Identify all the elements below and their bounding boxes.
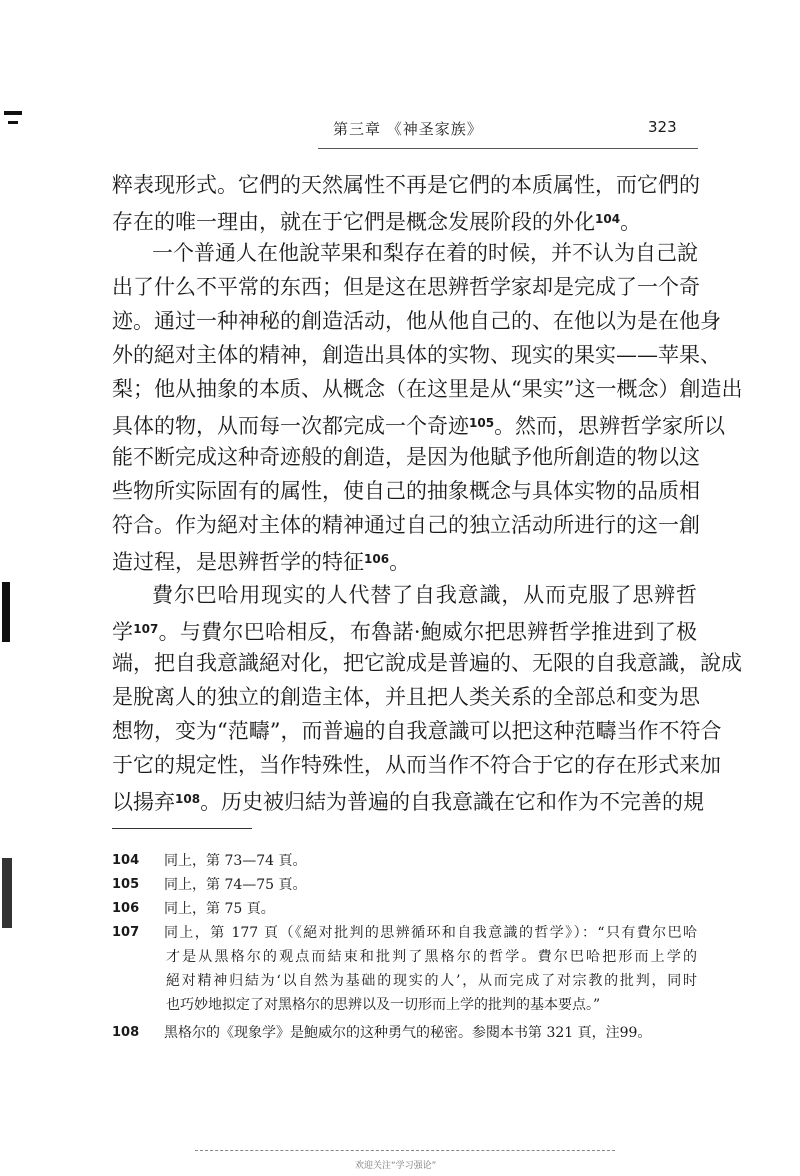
footnote-rule [112, 828, 252, 829]
scan-edge-mark-top-2 [8, 121, 18, 124]
body-line: 外的絕对主体的精神，創造出具体的实物、现实的果实——苹果、 [112, 343, 721, 367]
footnote-text: 也巧妙地拟定了对黑格尔的思辨以及一切形而上学的批判的基本要点。” [166, 997, 601, 1013]
footnote-text: 同上，第 177 頁（《絕对批判的思辨循环和自我意識的哲学》）：“只有費尔巴哈 [164, 925, 697, 941]
body-line: 能不断完成这种奇迹般的創造，是因为他賦予他所創造的物以这 [112, 445, 700, 469]
bottom-rule [195, 1150, 615, 1151]
footnote-text: 同上，第 73—74 頁。 [164, 853, 307, 869]
body-line: 以揚弃$^{108}$。历史被归結为普遍的自我意識在它和作为不完善的規 [112, 790, 705, 814]
footnote-text: 絕对精神归結为‘以自然为基础的现实的人’，从而完成了对宗教的批判，同时 [166, 973, 697, 989]
body-line: 出了什么不平常的东西；但是这在思辨哲学家却是完成了一个奇 [112, 275, 700, 299]
body-line: 一个普通人在他說苹果和梨存在着的时候，并不认为自己說 [152, 241, 698, 265]
footnote-text: 同上，第 75 頁。 [164, 901, 275, 917]
footnote-ref[interactable]: 107 [133, 622, 159, 636]
body-line: 端，把自我意識絕对化，把它說成是普遍的、无限的自我意識，說成 [112, 651, 742, 675]
body-line: 造过程，是思辨哲学的特征$^{106}$。 [112, 550, 411, 574]
body-line: 存在的唯一理由，就在于它們是概念发展阶段的外化$^{104}$。 [112, 210, 642, 234]
scan-edge-mark-top [4, 111, 22, 115]
footnote-number: 106 [112, 901, 140, 916]
body-line: 学$^{107}$。与費尔巴哈相反，布魯諾·鮑威尔把思辨哲学推进到了极 [112, 620, 697, 644]
footnote-ref[interactable]: 106 [364, 552, 390, 566]
body-line: 是脫离人的独立的創造主体，并且把人类关系的全部总和变为思 [112, 685, 700, 709]
body-line: 費尔巴哈用现实的人代替了自我意識，从而克服了思辨哲 [152, 583, 697, 607]
body-line: 想物，变为“范疇”，而普遍的自我意識可以把这种范疇当作不符合 [112, 719, 722, 743]
body-line: 粹表现形式。它們的天然属性不再是它們的本质属性，而它們的 [112, 173, 700, 197]
watermark: 欢迎关注“学习强论” [355, 1161, 437, 1171]
footnote-text: 黑格尔的《现象学》是鮑威尔的这种勇气的秘密。参閱本书第 321 頁，注99。 [164, 1025, 652, 1041]
body-line: 具体的物，从而每一次都完成一个奇迹$^{105}$。然而，思辨哲学家所以 [112, 414, 726, 438]
footnote-ref[interactable]: 108 [175, 792, 201, 806]
body-line: 于它的規定性，当作特殊性，从而当作不符合于它的存在形式来加 [112, 753, 721, 777]
footnote-number: 108 [112, 1025, 140, 1040]
footnote-number: 105 [112, 877, 140, 892]
body-line: 符合。作为絕对主体的精神通过自己的独立活动所进行的这一創 [112, 513, 700, 537]
body-line: 些物所实际固有的属性，使自己的抽象概念与具体实物的品质相 [112, 479, 700, 503]
header-rule [318, 148, 698, 149]
body-line: 梨；他从抽象的本质、从概念（在这里是从“果实”这一概念）創造出 [112, 377, 743, 401]
footnote-number: 107 [112, 925, 140, 940]
footnote-number: 104 [112, 853, 140, 868]
body-line: 迹。通过一种神秘的創造活动，他从他自己的、在他以为是在他身 [112, 309, 721, 333]
scan-edge-mark-left [2, 582, 10, 642]
scan-edge-mark-left-2 [2, 858, 12, 928]
footnote-ref[interactable]: 104 [595, 212, 621, 226]
running-title: 第三章 《神圣家族》 [333, 120, 483, 138]
footnote-text: 同上，第 74—75 頁。 [164, 877, 307, 893]
page-number: 323 [648, 118, 677, 136]
footnote-ref[interactable]: 105 [469, 416, 495, 430]
footnote-text: 才是从黑格尔的观点而結束和批判了黑格尔的哲学。費尔巴哈把形而上学的 [166, 949, 697, 965]
